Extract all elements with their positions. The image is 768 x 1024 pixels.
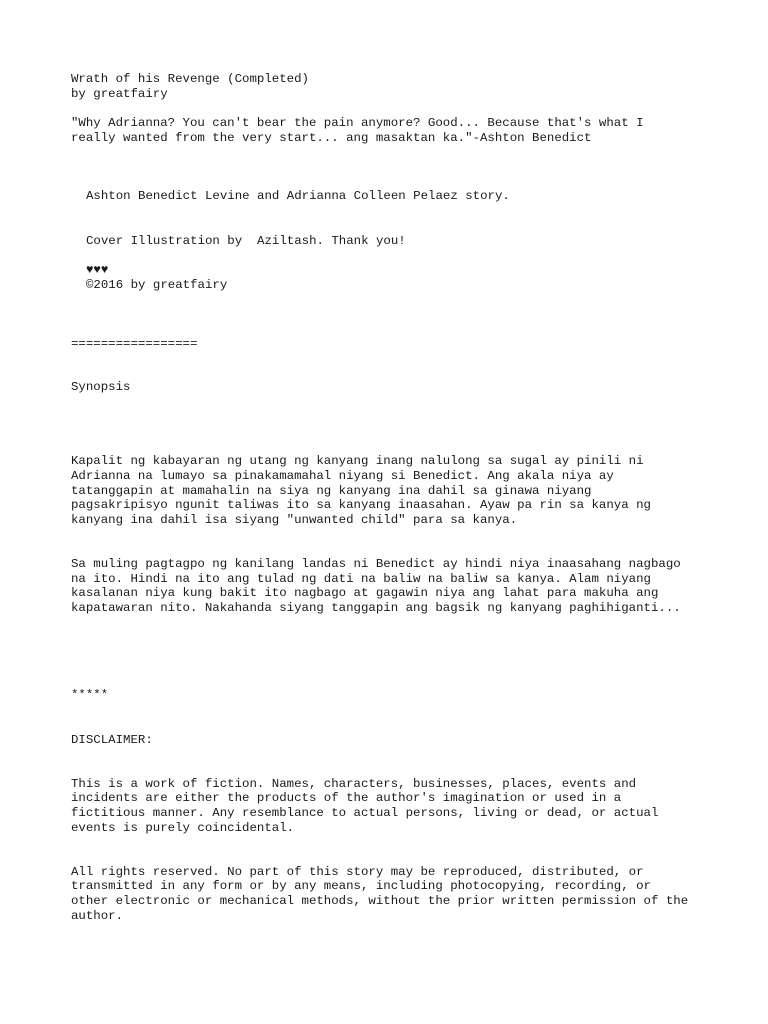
cover-credit: Cover Illustration by Aziltash. Thank you! [86,234,406,248]
disclaimer-para1-line-4: events is purely coincidental. [71,821,295,835]
synopsis-para1-line-4: pagsakripisyo ngunit taliwas ito sa kanyang inaasahan. Ayaw pa rin sa kanya ng [71,498,651,512]
quote-line-1: "Why Adrianna? You can't bear the pain anymore? Good... Because that's what I [71,116,644,130]
synopsis-para1-line-5: kanyang ina dahil isa siyang "unwanted child" para sa kanya. [71,513,518,527]
synopsis-para2-line-2: na ito. Hindi na ito ang tulad ng dati na baliw na baliw sa kanya. Alam niyang [71,572,651,586]
separator: ***** [71,688,109,702]
disclaimer-para1-line-3: fictitious manner. Any resemblance to actual persons, living or dead, or actual [71,806,659,820]
disclaimer-para2-line-4: author. [71,909,124,923]
disclaimer-para1-line-1: This is a work of fiction. Names, characters, businesses, places, events and [71,777,637,791]
hearts-icon: ♥♥♥ [86,263,109,277]
synopsis-para1-line-2: Adrianna na lumayo sa pinakamamahal niyang si Benedict. Ang akala niya ay [71,469,614,483]
quote-line-2: really wanted from the very start... ang masaktan ka."-Ashton Benedict [71,131,592,145]
story-couple-line: Ashton Benedict Levine and Adrianna Colleen Pelaez story. [86,189,510,203]
copyright-line: ©2016 by greatfairy [86,278,228,292]
author-line: by greatfairy [71,87,168,101]
synopsis-heading: Synopsis [71,380,131,394]
disclaimer-para2-line-1: All rights reserved. No part of this story may be reproduced, distributed, or [71,865,644,879]
divider: ================= [71,337,198,351]
disclaimer-para2-line-2: transmitted in any form or by any means, including photocopying, recording, or [71,879,651,893]
synopsis-para2-line-4: kapatawaran nito. Nakahanda siyang tanggapin ang bagsik ng kanyang paghihiganti... [71,601,681,615]
synopsis-para2-line-1: Sa muling pagtagpo ng kanilang landas ni Benedict ay hindi niya inaasahang nagbago [71,557,681,571]
synopsis-para2-line-3: kasalanan niya kung bakit ito nagbago at gagawin niya ang lahat para makuha ang [71,586,659,600]
story-title: Wrath of his Revenge (Completed) [71,72,309,86]
synopsis-para1-line-3: tatanggapin at mamahalin na siya ng kanyang ina dahil sa ginawa niyang [71,484,592,498]
disclaimer-para1-line-2: incidents are either the products of the author's imagination or used in a [71,791,622,805]
disclaimer-para2-line-3: other electronic or mechanical methods, without the prior written permission of the [71,894,689,908]
synopsis-para1-line-1: Kapalit ng kabayaran ng utang ng kanyang inang nalulong sa sugal ay pinili ni [71,454,644,468]
disclaimer-heading: DISCLAIMER: [71,733,153,747]
